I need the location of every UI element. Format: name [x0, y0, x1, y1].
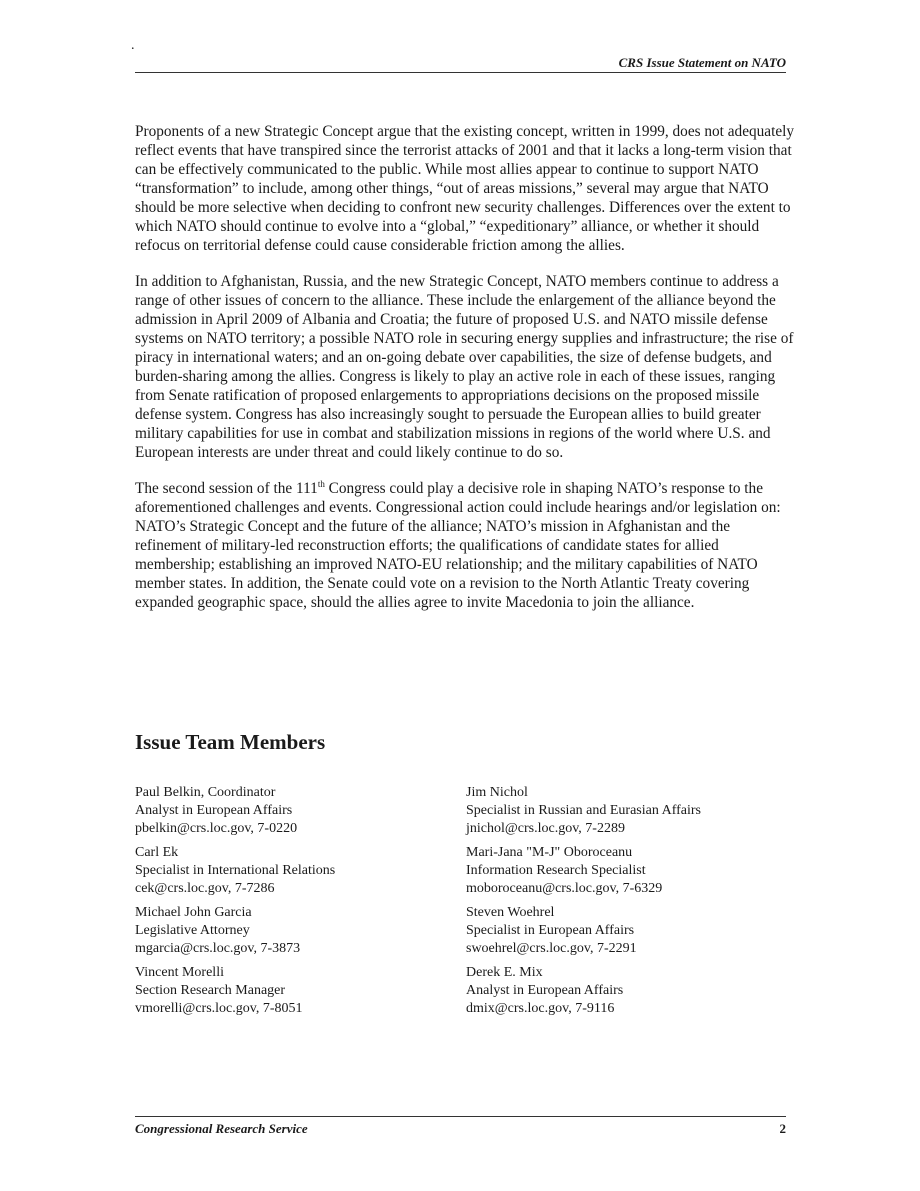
member-role: Legislative Attorney [135, 923, 250, 938]
member-role: Section Research Manager [135, 983, 286, 998]
member-contact: swoehrel@crs.loc.gov, 7-2291 [466, 941, 637, 956]
member-contact: mgarcia@crs.loc.gov, 7-3873 [135, 941, 301, 956]
team-member [135, 844, 466, 898]
member-role: Analyst in European Affairs [135, 803, 293, 818]
team-member [135, 964, 466, 1018]
page-footer [135, 1116, 786, 1137]
member-contact: vmorelli@crs.loc.gov, 7-8051 [135, 1001, 303, 1016]
paragraph-text-post: Congress could play a decisive role in shaping NATO’s response to the aforementioned challenges and events. Congressional action could include hearings and/or legislation on: NATO’s Strategic Concept and the future of the alliance; NATO’s mission in Afghanistan and the refinement of military-led reconstruction efforts; the qualifications of candidate states for allied membership; establishing an improved NATO-EU relationship; and the military capabilities of NATO member states. In addition, the Senate could vote on a revision to the North Atlantic Treaty covering expanded geographic space, should the allies agree to invite Macedonia to join the alliance. [135, 480, 781, 611]
running-header: CRS Issue Statement on NATO [135, 54, 786, 73]
member-role: Information Research Specialist [466, 863, 646, 878]
member-contact: moboroceanu@crs.loc.gov, 7-6329 [466, 881, 663, 896]
member-contact: pbelkin@crs.loc.gov, 7-0220 [135, 821, 298, 836]
member-contact: jnichol@crs.loc.gov, 7-2289 [466, 821, 625, 836]
team-members-grid [135, 784, 795, 1018]
member-name: Mari-Jana "M-J" Oboroceanu [466, 845, 633, 860]
team-member [466, 904, 795, 958]
member-contact: cek@crs.loc.gov, 7-7286 [135, 881, 275, 896]
section-title: Issue Team Members [135, 730, 326, 754]
page-number: 2 [779, 1121, 786, 1136]
team-member [466, 784, 795, 838]
paragraph-strategic-concept: Proponents of a new Strategic Concept argue that the existing concept, written in 1999, does not adequately reflect events that have transpired since the terrorist attacks of 2001 and that it lacks a long-term vision that can be effectively communicated to the public. While most allies appear to continue to support NATO “transformation” to include, among other things, “out of areas missions,” several may argue that NATO should be more selective when deciding to confront new security challenges. Differences over the extent to which NATO should continue to evolve into a “global,” “expeditionary” alliance, or whether it should refocus on territorial defense could cause considerable friction among the allies. [135, 123, 795, 254]
page-mark: . [131, 38, 135, 53]
member-name: Carl Ek [135, 845, 179, 860]
member-name: Vincent Morelli [135, 965, 224, 980]
paragraph-text-pre: The second session of the 111 [135, 480, 318, 497]
paragraph-congress-role [135, 479, 795, 612]
member-name: Jim Nichol [466, 785, 528, 800]
member-role: Specialist in International Relations [135, 863, 336, 878]
member-role: Specialist in Russian and Eurasian Affairs [466, 803, 701, 818]
member-name: Steven Woehrel [466, 905, 555, 920]
ordinal-superscript: th [317, 478, 325, 489]
paragraph-other-issues: In addition to Afghanistan, Russia, and the new Strategic Concept, NATO members continue to address a range of other issues of concern to the alliance. These include the enlargement of the alliance beyond the admission in April 2009 of Albania and Croatia; the future of proposed U.S. and NATO missile defense systems on NATO territory; a possible NATO role in securing energy supplies and infrastructure; the rise of piracy in international waters; and an on-going debate over capabilities, the size of defense budgets, and burden-sharing among the allies. Congress is likely to play an active role in each of these issues, ranging from Senate ratification of proposed enlargements to appropriations decisions on the proposed missile defense system. Congress has also increasingly sought to persuade the European allies to build greater military capabilities for use in combat and stabilization missions in regions of the world where U.S. and European interests are under threat and could likely continue to do so. [135, 273, 794, 461]
member-name: Michael John Garcia [135, 905, 252, 920]
member-contact: dmix@crs.loc.gov, 7-9116 [466, 1001, 615, 1016]
body-text [135, 122, 795, 629]
footer-organization: Congressional Research Service [135, 1121, 308, 1136]
member-name: Derek E. Mix [466, 965, 543, 980]
team-member [135, 904, 466, 958]
member-name: Paul Belkin, Coordinator [135, 785, 276, 800]
team-member [135, 784, 466, 838]
team-member [466, 844, 795, 898]
team-member [466, 964, 795, 1018]
member-role: Specialist in European Affairs [466, 923, 635, 938]
member-role: Analyst in European Affairs [466, 983, 624, 998]
